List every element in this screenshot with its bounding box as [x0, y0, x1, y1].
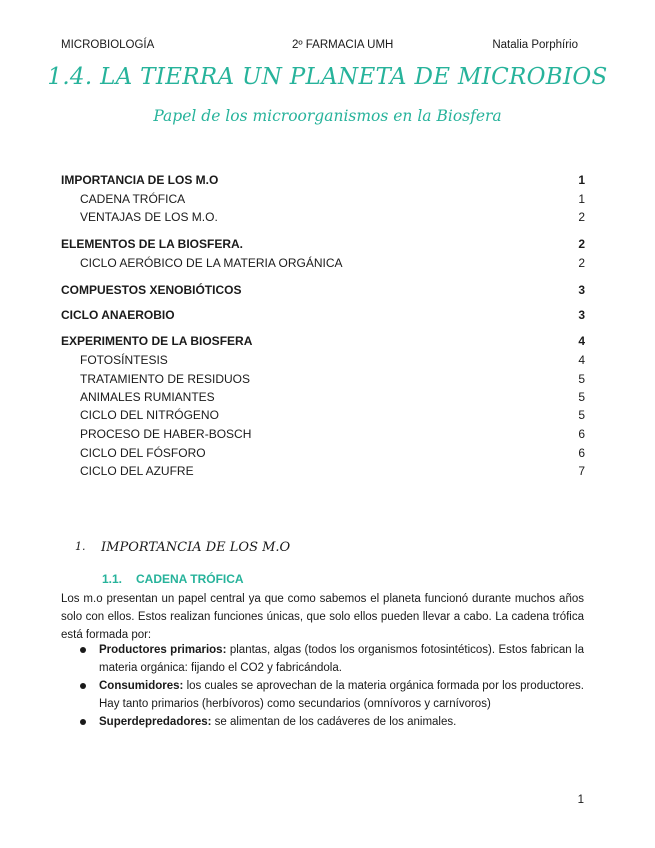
- toc-entry-page: 2: [578, 237, 585, 251]
- toc-entry-label: PROCESO DE HABER-BOSCH: [80, 427, 252, 441]
- subsection-title: CADENA TRÓFICA: [136, 572, 244, 586]
- toc-entry-label: COMPUESTOS XENOBIÓTICOS: [61, 283, 242, 297]
- bullet-term: Consumidores:: [99, 680, 184, 692]
- toc-entry-label: EXPERIMENTO DE LA BIOSFERA: [61, 334, 253, 348]
- toc-entry-label: CICLO DEL NITRÓGENO: [80, 408, 219, 422]
- toc-entry[interactable]: [61, 332, 585, 350]
- toc-entry[interactable]: [61, 171, 585, 189]
- bullet-item: [80, 677, 584, 713]
- intro-paragraph: [61, 590, 584, 644]
- toc-entry-label: VENTAJAS DE LOS M.O.: [80, 210, 218, 224]
- toc-entry[interactable]: [61, 351, 585, 369]
- section-number: 1.: [75, 540, 86, 553]
- toc-entry-label: TRATAMIENTO DE RESIDUOS: [80, 372, 251, 386]
- section-title: IMPORTANCIA DE LOS M.O: [101, 540, 291, 555]
- header-author: Natalia Porphírio: [492, 39, 578, 51]
- header-subject: MICROBIOLOGÍA: [61, 39, 155, 51]
- bullet-text: los cuales se aprovechan de la materia orgánica formada por los productores. Hay tanto primarios (herbívoros) como secundarios (omnívoros y carnívoros): [99, 680, 584, 710]
- toc-entry[interactable]: [61, 388, 585, 406]
- toc-entry-label: CICLO AERÓBICO DE LA MATERIA ORGÁNICA: [80, 256, 343, 270]
- toc-entry-page: 2: [578, 256, 585, 270]
- toc-entry[interactable]: [61, 235, 585, 253]
- document-subtitle: Papel de los microorganismos en la Biosfera: [153, 107, 502, 125]
- page-number: 1: [577, 794, 584, 806]
- document-title: 1.4. LA TIERRA UN PLANETA DE MICROBIOS: [47, 64, 608, 90]
- toc-entry-page: 2: [578, 210, 585, 224]
- page-header: [61, 39, 578, 55]
- bullet-text: se alimentan de los cadáveres de los animales.: [211, 716, 457, 728]
- bullet-dot-icon: [80, 683, 86, 689]
- bullet-term: Superdepredadores:: [99, 716, 212, 728]
- bullet-dot-icon: [80, 719, 86, 725]
- header-course: 2º FARMACIA UMH: [292, 39, 394, 51]
- toc-entry-page: 3: [578, 308, 585, 322]
- toc-entry-label: CADENA TRÓFICA: [80, 192, 186, 206]
- subsection-heading: [102, 572, 244, 586]
- toc-entry[interactable]: [61, 462, 585, 480]
- toc-entry[interactable]: [61, 208, 585, 226]
- toc-entry[interactable]: [61, 306, 585, 324]
- toc-entry-page: 6: [578, 427, 585, 441]
- toc-entry[interactable]: [61, 281, 585, 299]
- bullet-list: [80, 641, 584, 731]
- toc-entry-page: 5: [578, 372, 585, 386]
- toc-entry-label: ANIMALES RUMIANTES: [80, 390, 215, 404]
- toc-entry[interactable]: [61, 444, 585, 462]
- toc-entry-page: 5: [578, 390, 585, 404]
- bullet-text: plantas, algas (todos los organismos fotosintéticos). Estos fabrican la materia orgánica: fijando el CO2 y fabricándola.: [99, 644, 585, 674]
- toc-entry-page: 4: [578, 334, 585, 348]
- bullet-term: Productores primarios:: [99, 644, 227, 656]
- bullet-dot-icon: [80, 647, 86, 653]
- toc-entry-label: CICLO DEL FÓSFORO: [80, 446, 206, 460]
- toc-entry-label: IMPORTANCIA DE LOS M.O: [61, 173, 219, 187]
- toc-entry[interactable]: [61, 425, 585, 443]
- toc-entry-page: 3: [578, 283, 585, 297]
- toc-entry[interactable]: [61, 370, 585, 388]
- paragraph-text: Los m.o presentan un papel central ya que como sabemos el planeta funcionó durante muchos años solo con ellos. Estos realizan funciones únicas, que solo ellos pueden llevar a cabo. La cadena trófica está formada por:: [61, 593, 584, 641]
- toc-entry-page: 1: [578, 192, 585, 206]
- toc-entry[interactable]: [61, 406, 585, 424]
- bullet-item: [80, 641, 584, 677]
- subsection-number: 1.1.: [102, 572, 123, 586]
- toc-entry-label: ELEMENTOS DE LA BIOSFERA.: [61, 237, 244, 251]
- toc-entry-page: 6: [578, 446, 585, 460]
- toc-entry-page: 4: [578, 353, 585, 367]
- toc-entry-label: CICLO ANAEROBIO: [61, 308, 175, 322]
- toc-entry-label: CICLO DEL AZUFRE: [80, 464, 194, 478]
- toc-entry-label: FOTOSÍNTESIS: [80, 353, 168, 367]
- toc-entry-page: 5: [578, 408, 585, 422]
- toc-entry-page: 7: [578, 464, 585, 478]
- bullet-item: [80, 713, 584, 731]
- toc-entry-page: 1: [578, 173, 585, 187]
- toc-entry[interactable]: [61, 254, 585, 272]
- toc-entry[interactable]: [61, 190, 585, 208]
